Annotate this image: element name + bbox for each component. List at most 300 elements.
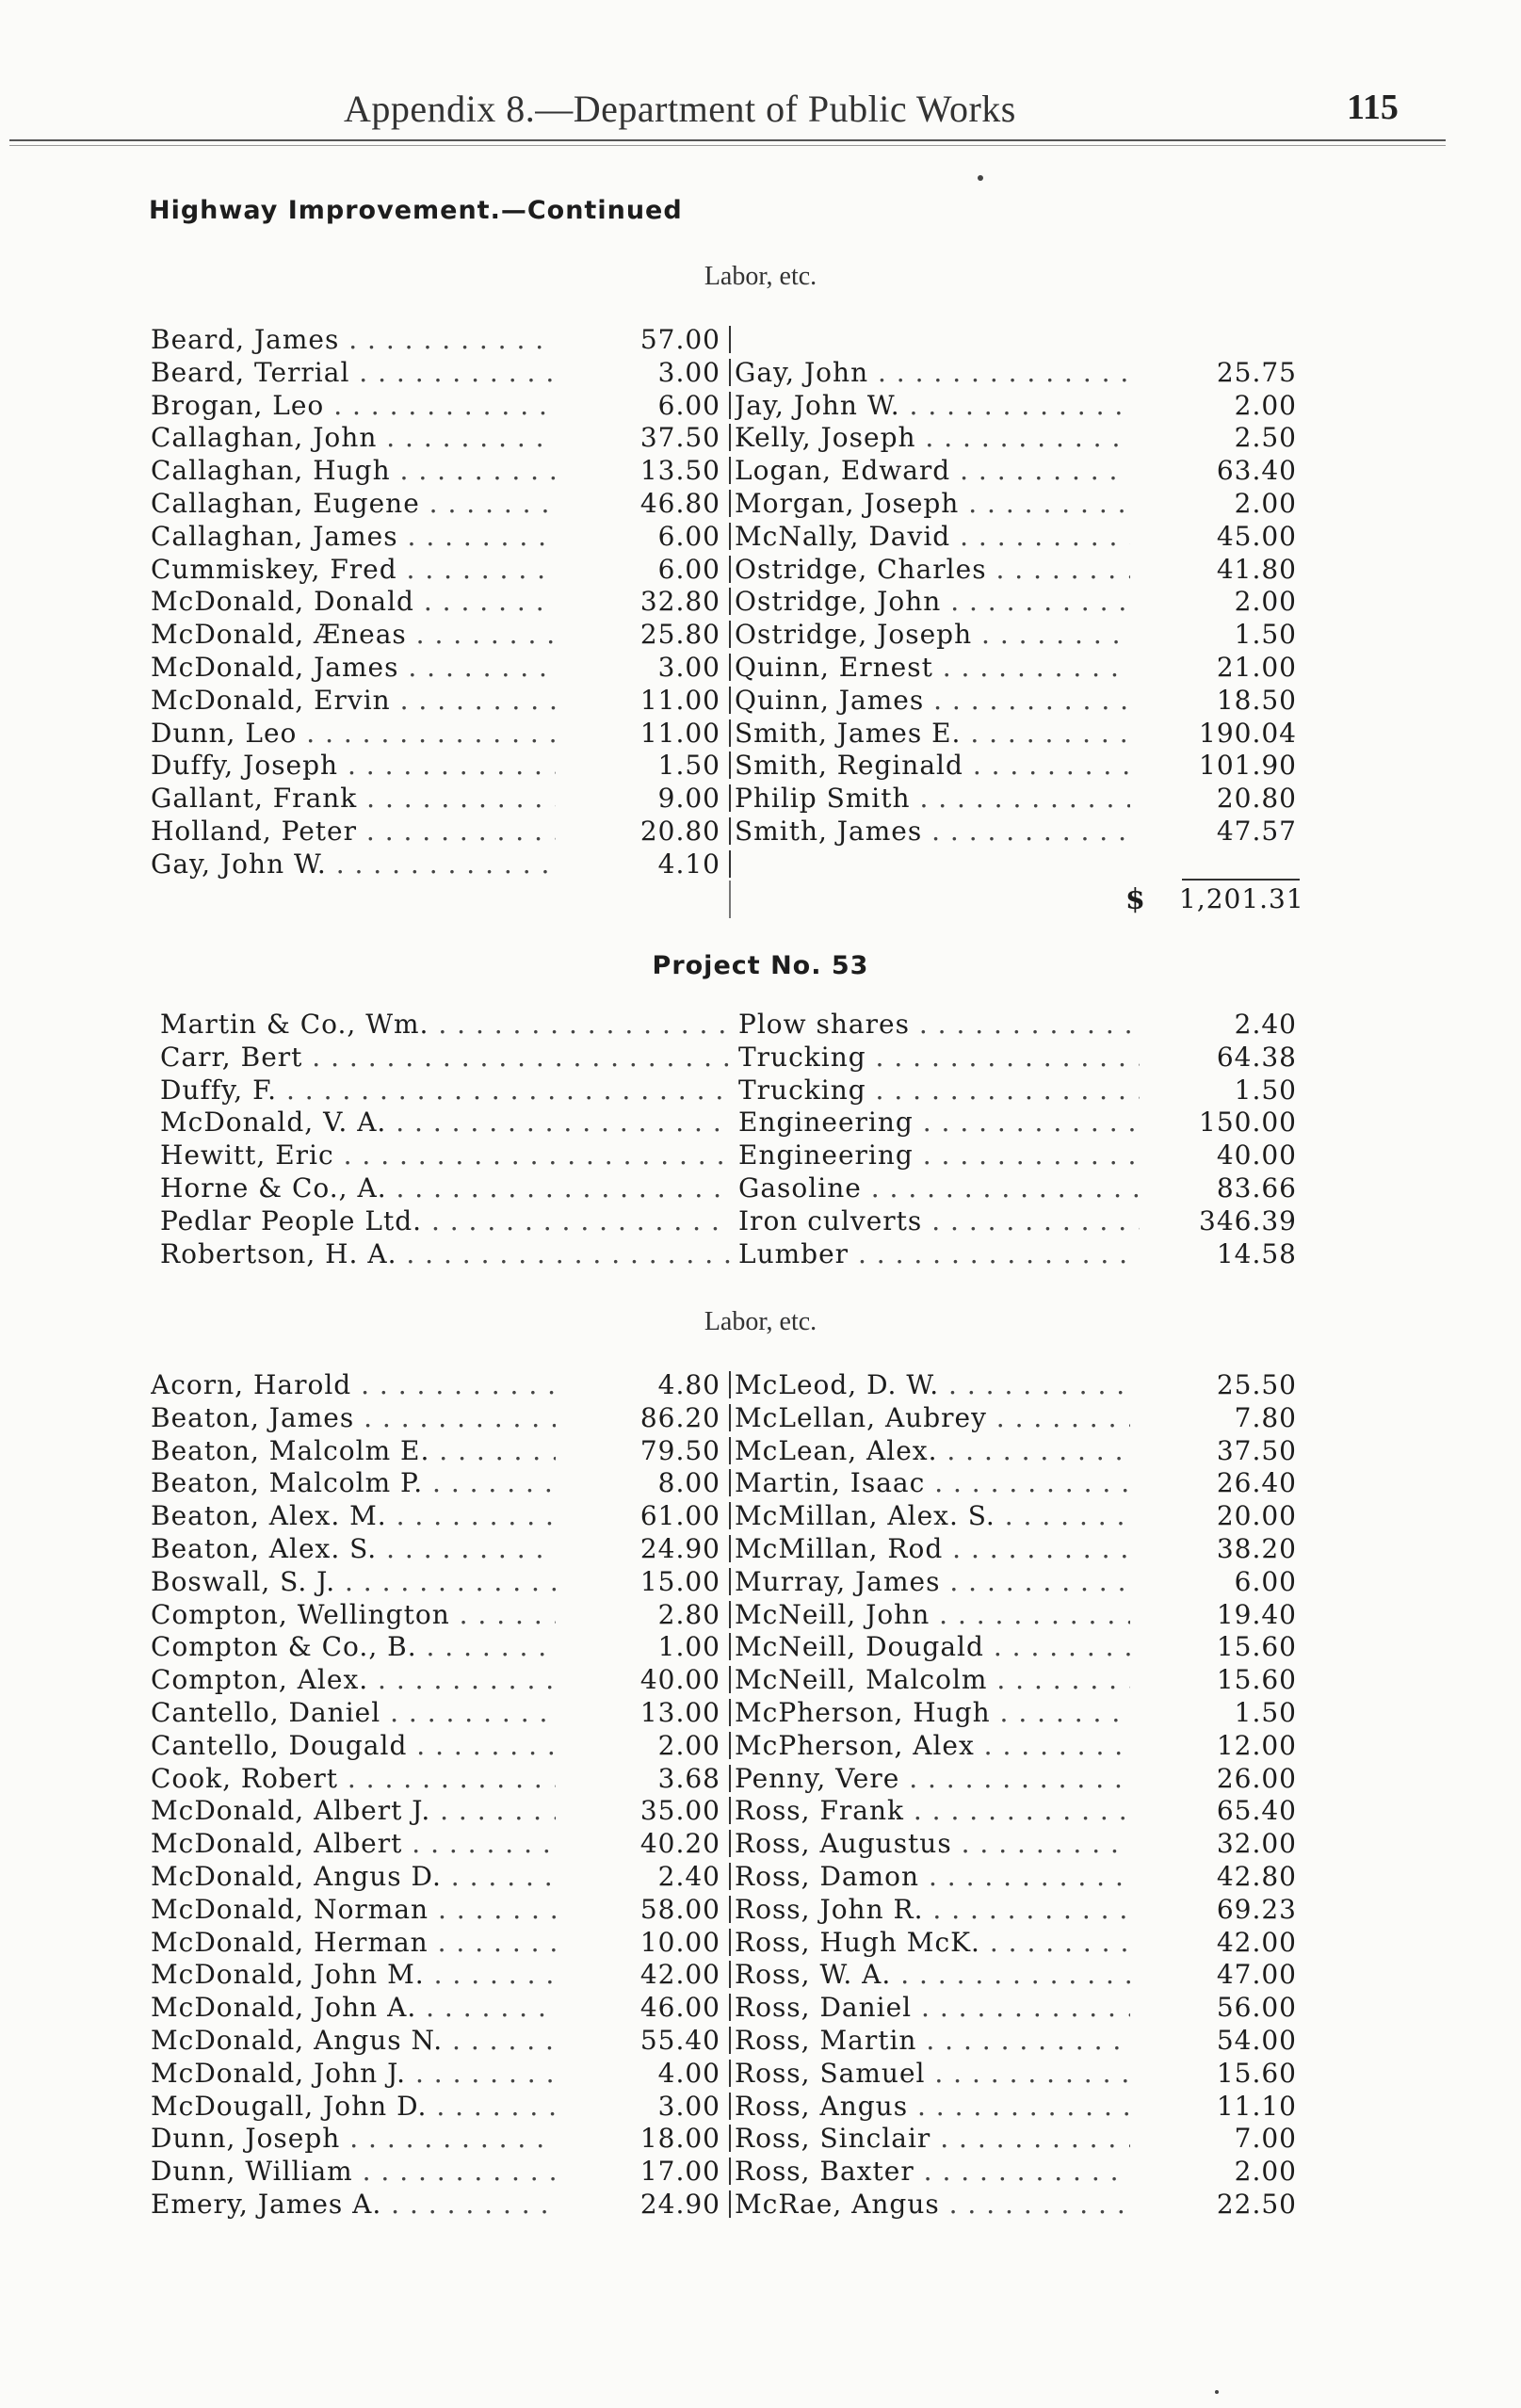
page-number: 115 bbox=[1347, 88, 1399, 127]
entry-amount: 45.00 bbox=[1216, 520, 1297, 552]
vendor-name: Horne & Co., A. . . . bbox=[160, 1172, 730, 1204]
entry-name: Emery, James A. . . . bbox=[151, 2188, 556, 2221]
column-divider bbox=[729, 1437, 731, 1464]
entry-name: Compton, Wellington . . . bbox=[151, 1598, 556, 1631]
vendor-name: Pedlar People Ltd. . . . bbox=[160, 1204, 730, 1237]
table-row bbox=[0, 2122, 1521, 2155]
column-divider bbox=[729, 588, 731, 615]
entry-amount: 61.00 bbox=[639, 1500, 720, 1532]
entry-name: Ross, Angus . . . bbox=[735, 2090, 1130, 2123]
entry-name: Callaghan, Eugene . . . bbox=[151, 487, 556, 520]
entry-amount: 42.00 bbox=[639, 1959, 720, 1991]
column-divider bbox=[729, 1896, 731, 1923]
column-divider bbox=[729, 1502, 731, 1529]
entry-name: McDonald, Ervin . . . bbox=[151, 684, 556, 717]
entry-amount: 56.00 bbox=[1216, 1992, 1297, 2024]
entry-amount: 17.00 bbox=[639, 2156, 720, 2188]
running-title: Appendix 8.—Department of Public Works bbox=[344, 88, 1016, 130]
table-row bbox=[0, 1794, 1521, 1827]
entry-name: McNeill, Malcolm . . . bbox=[735, 1663, 1130, 1696]
entry-name: Holland, Peter . . . bbox=[151, 815, 556, 848]
entry-name: McDonald, Donald . . . bbox=[151, 585, 556, 618]
entry-name: Beaton, Malcolm P. . . . bbox=[151, 1466, 556, 1499]
entry-amount: 21.00 bbox=[1216, 652, 1297, 683]
entry-amount: 20.80 bbox=[1216, 783, 1297, 815]
entry-amount: 57.00 bbox=[639, 324, 720, 355]
column-divider bbox=[729, 719, 731, 747]
entry-amount: 42.00 bbox=[1216, 1926, 1297, 1958]
table-row bbox=[0, 487, 1521, 520]
table-row bbox=[0, 1926, 1521, 1959]
entry-name: McLean, Alex. . . . bbox=[735, 1434, 1130, 1467]
entry-amount: 25.80 bbox=[639, 619, 720, 651]
column-divider bbox=[729, 424, 731, 451]
labor-heading-2: Labor, etc. bbox=[704, 1307, 817, 1336]
entry-name: McMillan, Alex. S. . . . bbox=[735, 1499, 1130, 1532]
ink-speck bbox=[978, 175, 983, 181]
entry-amount: 13.00 bbox=[639, 1697, 720, 1728]
entry-amount: 2.40 bbox=[657, 1861, 720, 1892]
project-heading: Project No. 53 bbox=[652, 951, 869, 980]
entry-name: Beaton, Malcolm E. . . . bbox=[151, 1434, 556, 1467]
column-divider bbox=[729, 687, 731, 714]
column-divider bbox=[729, 2158, 731, 2185]
entry-amount: 55.40 bbox=[639, 2025, 720, 2056]
table-row bbox=[0, 1762, 1521, 1795]
item-amount: 83.66 bbox=[1216, 1172, 1297, 1204]
column-divider bbox=[729, 2027, 731, 2054]
item-amount: 346.39 bbox=[1199, 1204, 1297, 1236]
entry-name: McDonald, Albert J. . . . bbox=[151, 1794, 556, 1827]
vendor-name: Carr, Bert . . . bbox=[160, 1041, 730, 1074]
entry-name: Martin, Isaac . . . bbox=[735, 1466, 1130, 1499]
column-divider bbox=[729, 751, 731, 779]
table-row bbox=[0, 1041, 1521, 1074]
entry-name: Ross, Frank . . . bbox=[735, 1794, 1130, 1827]
table-row bbox=[0, 2090, 1521, 2123]
entry-amount: 40.20 bbox=[639, 1828, 720, 1860]
entry-amount: 4.00 bbox=[657, 2057, 720, 2089]
item-amount: 40.00 bbox=[1216, 1139, 1297, 1172]
entry-name: McDonald, Angus N. . . . bbox=[151, 2024, 556, 2057]
header-rule bbox=[9, 139, 1446, 141]
item-amount: 1.50 bbox=[1234, 1074, 1297, 1106]
entry-name: Ostridge, Charles . . . bbox=[735, 553, 1130, 586]
column-divider bbox=[729, 1469, 731, 1496]
entry-name: Ostridge, Joseph . . . bbox=[735, 618, 1130, 651]
entry-name: McDonald, Norman . . . bbox=[151, 1893, 556, 1926]
entry-amount: 15.00 bbox=[639, 1565, 720, 1597]
entry-amount: 190.04 bbox=[1199, 717, 1297, 749]
entry-name: Gay, John W. . . . bbox=[151, 848, 556, 881]
entry-name: Ostridge, John . . . bbox=[735, 585, 1130, 618]
table-row bbox=[0, 520, 1521, 553]
vendor-name: McDonald, V. A. . . . bbox=[160, 1106, 730, 1139]
table-row bbox=[0, 651, 1521, 684]
column-divider bbox=[729, 1404, 731, 1431]
entry-name: Compton & Co., B. . . . bbox=[151, 1630, 556, 1663]
entry-name: McMillan, Rod . . . bbox=[735, 1532, 1130, 1565]
entry-name: Gay, John . . . bbox=[735, 356, 1130, 389]
entry-amount: 13.50 bbox=[639, 455, 720, 487]
table-row bbox=[0, 1008, 1521, 1041]
entry-amount: 11.10 bbox=[1216, 2090, 1297, 2122]
column-divider bbox=[729, 1371, 731, 1398]
labor-heading-1: Labor, etc. bbox=[704, 262, 817, 291]
table-row bbox=[0, 1893, 1521, 1926]
entry-amount: 3.00 bbox=[657, 2090, 720, 2122]
entry-amount: 11.00 bbox=[639, 684, 720, 716]
item-description: Plow shares . . . bbox=[738, 1008, 1140, 1041]
entry-name: Gallant, Frank . . . bbox=[151, 782, 556, 815]
entry-amount: 6.00 bbox=[657, 520, 720, 552]
table-row bbox=[0, 1466, 1521, 1499]
header-rule-thin bbox=[9, 145, 1446, 146]
entry-name: Quinn, James . . . bbox=[735, 684, 1130, 717]
column-divider bbox=[729, 523, 731, 550]
vendor-name: Robertson, H. A. . . . bbox=[160, 1237, 730, 1270]
column-divider bbox=[729, 1535, 731, 1562]
entry-name: Callaghan, Hugh . . . bbox=[151, 454, 556, 487]
entry-name: Ross, Damon . . . bbox=[735, 1860, 1130, 1893]
running-head bbox=[0, 87, 1521, 143]
entry-name: Callaghan, James . . . bbox=[151, 520, 556, 553]
entry-amount: 32.80 bbox=[639, 586, 720, 618]
entry-name: Ross, Hugh McK. . . . bbox=[735, 1926, 1130, 1959]
entry-amount: 19.40 bbox=[1216, 1598, 1297, 1630]
entry-amount: 2.50 bbox=[1234, 422, 1297, 454]
column-divider bbox=[729, 1863, 731, 1890]
column-divider bbox=[729, 654, 731, 681]
entry-amount: 1.50 bbox=[1234, 1697, 1297, 1728]
entry-name: McPherson, Alex . . . bbox=[735, 1729, 1130, 1762]
table-row bbox=[0, 618, 1521, 651]
table-row bbox=[0, 1630, 1521, 1663]
column-divider bbox=[729, 1666, 731, 1693]
table-row bbox=[0, 454, 1521, 487]
entry-amount: 1.50 bbox=[657, 750, 720, 782]
table-row bbox=[0, 848, 1521, 881]
total-currency-symbol: $ bbox=[1125, 883, 1145, 916]
entry-amount: 3.00 bbox=[657, 356, 720, 388]
entry-name: Cook, Robert . . . bbox=[151, 1762, 556, 1795]
column-divider bbox=[729, 1568, 731, 1595]
entry-amount: 3.00 bbox=[657, 652, 720, 683]
entry-amount: 35.00 bbox=[639, 1795, 720, 1827]
total-rule bbox=[1182, 879, 1300, 881]
entry-amount: 2.00 bbox=[1234, 2156, 1297, 2188]
entry-amount: 4.80 bbox=[657, 1369, 720, 1400]
column-divider bbox=[729, 1929, 731, 1956]
entry-name: Compton, Alex. . . . bbox=[151, 1663, 556, 1696]
entry-name: Quinn, Ernest . . . bbox=[735, 651, 1130, 684]
entry-name: Duffy, Joseph . . . bbox=[151, 749, 556, 782]
entry-name: Morgan, Joseph . . . bbox=[735, 487, 1130, 520]
entry-amount: 2.00 bbox=[657, 1729, 720, 1761]
entry-name: Penny, Vere . . . bbox=[735, 1762, 1130, 1795]
entry-name: Ross, John R. . . . bbox=[735, 1893, 1130, 1926]
entry-amount: 9.00 bbox=[657, 783, 720, 815]
column-divider bbox=[729, 2125, 731, 2152]
table-row bbox=[0, 815, 1521, 848]
column-divider bbox=[729, 850, 731, 878]
entry-name: Dunn, William . . . bbox=[151, 2155, 556, 2188]
table-row bbox=[0, 2024, 1521, 2057]
entry-amount: 7.00 bbox=[1234, 2123, 1297, 2155]
entry-amount: 25.75 bbox=[1216, 356, 1297, 388]
column-divider bbox=[729, 1830, 731, 1857]
entry-amount: 6.00 bbox=[657, 553, 720, 585]
table-row bbox=[0, 1368, 1521, 1401]
entry-amount: 46.80 bbox=[639, 488, 720, 519]
entry-name: Acorn, Harold . . . bbox=[151, 1368, 556, 1401]
entry-amount: 65.40 bbox=[1216, 1795, 1297, 1827]
entry-name: McDonald, John M. . . . bbox=[151, 1958, 556, 1991]
entry-amount: 47.57 bbox=[1216, 816, 1297, 847]
table-row bbox=[0, 1139, 1521, 1172]
table-row bbox=[0, 1401, 1521, 1434]
table-row bbox=[0, 1696, 1521, 1729]
entry-amount: 1.00 bbox=[657, 1631, 720, 1663]
column-divider bbox=[729, 784, 731, 812]
item-description: Engineering . . . bbox=[738, 1139, 1140, 1172]
entry-amount: 63.40 bbox=[1216, 455, 1297, 487]
column-divider bbox=[729, 556, 731, 583]
table-row bbox=[0, 2057, 1521, 2090]
entry-name: McRae, Angus . . . bbox=[735, 2188, 1130, 2221]
entry-name: Philip Smith . . . bbox=[735, 782, 1130, 815]
entry-name: Cantello, Daniel . . . bbox=[151, 1696, 556, 1729]
column-divider bbox=[729, 1601, 731, 1628]
entry-amount: 58.00 bbox=[639, 1893, 720, 1925]
entry-amount: 3.68 bbox=[657, 1762, 720, 1794]
entry-name: McDonald, John J. . . . bbox=[151, 2057, 556, 2090]
table-row bbox=[0, 356, 1521, 389]
entry-amount: 20.00 bbox=[1216, 1500, 1297, 1532]
table-row bbox=[0, 1074, 1521, 1107]
entry-amount: 38.20 bbox=[1216, 1533, 1297, 1564]
column-divider bbox=[729, 1732, 731, 1759]
entry-name: McNally, David . . . bbox=[735, 520, 1130, 553]
entry-name: Ross, W. A. . . . bbox=[735, 1958, 1130, 1991]
entry-amount: 18.50 bbox=[1216, 684, 1297, 716]
column-divider bbox=[729, 2060, 731, 2087]
entry-amount: 32.00 bbox=[1216, 1828, 1297, 1860]
table-row bbox=[0, 1860, 1521, 1893]
item-amount: 2.40 bbox=[1234, 1009, 1297, 1040]
vendor-name: Hewitt, Eric . . . bbox=[160, 1139, 730, 1172]
entry-amount: 54.00 bbox=[1216, 2025, 1297, 2056]
column-divider bbox=[729, 490, 731, 517]
entry-amount: 47.00 bbox=[1216, 1959, 1297, 1991]
item-description: Trucking . . . bbox=[738, 1041, 1140, 1074]
section-heading: Highway Improvement.—Continued bbox=[149, 196, 683, 225]
entry-name: Callaghan, John . . . bbox=[151, 421, 556, 454]
item-description: Iron culverts . . . bbox=[738, 1204, 1140, 1237]
table-row bbox=[0, 1598, 1521, 1631]
entry-name: Logan, Edward . . . bbox=[735, 454, 1130, 487]
entry-amount: 41.80 bbox=[1216, 553, 1297, 585]
column-divider bbox=[729, 359, 731, 386]
entry-name: Dunn, Joseph . . . bbox=[151, 2122, 556, 2155]
table-row bbox=[0, 1204, 1521, 1237]
column-divider bbox=[729, 2190, 731, 2218]
item-description: Trucking . . . bbox=[738, 1074, 1140, 1107]
entry-name: Brogan, Leo . . . bbox=[151, 389, 556, 422]
entry-amount: 79.50 bbox=[639, 1434, 720, 1466]
item-amount: 150.00 bbox=[1199, 1107, 1297, 1139]
entry-amount: 46.00 bbox=[639, 1992, 720, 2024]
entry-name: Smith, James . . . bbox=[735, 815, 1130, 848]
entry-amount: 20.80 bbox=[639, 816, 720, 847]
column-divider bbox=[729, 392, 731, 419]
table-row bbox=[0, 585, 1521, 618]
table-row bbox=[0, 1434, 1521, 1467]
entry-amount: 2.00 bbox=[1234, 488, 1297, 519]
table-row bbox=[0, 1729, 1521, 1762]
column-divider bbox=[729, 621, 731, 648]
entry-amount: 24.90 bbox=[639, 1533, 720, 1564]
entry-name: Ross, Augustus . . . bbox=[735, 1827, 1130, 1860]
table-row bbox=[0, 1172, 1521, 1204]
entry-name: McDougall, John D. . . . bbox=[151, 2090, 556, 2123]
entry-name: McDonald, Herman . . . bbox=[151, 1926, 556, 1959]
entry-name: McDonald, Angus D. . . . bbox=[151, 1860, 556, 1893]
total-amount: 1,201.31 bbox=[1179, 883, 1304, 914]
entry-name: Ross, Baxter . . . bbox=[735, 2155, 1130, 2188]
entry-name: McNeill, John . . . bbox=[735, 1598, 1130, 1631]
entry-name: Ross, Sinclair . . . bbox=[735, 2122, 1130, 2155]
column-divider bbox=[729, 457, 731, 484]
item-amount: 64.38 bbox=[1216, 1041, 1297, 1073]
entry-name: Murray, James . . . bbox=[735, 1565, 1130, 1598]
entry-amount: 40.00 bbox=[639, 1664, 720, 1696]
entry-name: Ross, Samuel . . . bbox=[735, 2057, 1130, 2090]
item-amount: 14.58 bbox=[1216, 1237, 1297, 1269]
table-row bbox=[0, 1827, 1521, 1860]
column-divider bbox=[729, 2093, 731, 2120]
column-divider bbox=[729, 817, 731, 845]
table-row bbox=[0, 717, 1521, 750]
entry-name: McNeill, Dougald . . . bbox=[735, 1630, 1130, 1663]
column-divider bbox=[729, 326, 731, 353]
column-divider bbox=[729, 1994, 731, 2021]
entry-name: Jay, John W. . . . bbox=[735, 389, 1130, 422]
entry-name: Beaton, Alex. M. . . . bbox=[151, 1499, 556, 1532]
entry-name: McDonald, John A. . . . bbox=[151, 1991, 556, 2024]
entry-amount: 1.50 bbox=[1234, 619, 1297, 651]
entry-amount: 69.23 bbox=[1216, 1893, 1297, 1925]
entry-amount: 86.20 bbox=[639, 1401, 720, 1433]
entry-amount: 12.00 bbox=[1216, 1729, 1297, 1761]
entry-name: Beaton, James . . . bbox=[151, 1401, 556, 1434]
table-row bbox=[0, 749, 1521, 782]
entry-amount: 25.50 bbox=[1216, 1369, 1297, 1400]
entry-name: Cummiskey, Fred . . . bbox=[151, 553, 556, 586]
entry-name: Boswall, S. J. . . . bbox=[151, 1565, 556, 1598]
table-row bbox=[0, 1958, 1521, 1991]
entry-name: Ross, Daniel . . . bbox=[735, 1991, 1130, 2024]
entry-name: Kelly, Joseph . . . bbox=[735, 421, 1130, 454]
entry-name: McLeod, D. W. . . . bbox=[735, 1368, 1130, 1401]
entry-amount: 2.80 bbox=[657, 1598, 720, 1630]
ink-speck bbox=[1215, 2390, 1219, 2394]
entry-amount: 24.90 bbox=[639, 2189, 720, 2220]
entry-name: Beard, James . . . bbox=[151, 323, 556, 356]
entry-name: Beaton, Alex. S. . . . bbox=[151, 1532, 556, 1565]
entry-amount: 22.50 bbox=[1216, 2189, 1297, 2220]
entry-amount: 15.60 bbox=[1216, 2057, 1297, 2089]
table-row bbox=[0, 1106, 1521, 1139]
table-row bbox=[0, 1565, 1521, 1598]
entry-name: Smith, James E. . . . bbox=[735, 717, 1130, 750]
entry-name: Dunn, Leo . . . bbox=[151, 717, 556, 750]
item-description: Gasoline . . . bbox=[738, 1172, 1140, 1204]
table-row bbox=[0, 1499, 1521, 1532]
item-description: Engineering . . . bbox=[738, 1106, 1140, 1139]
entry-name: McLellan, Aubrey . . . bbox=[735, 1401, 1130, 1434]
table-row bbox=[0, 2188, 1521, 2221]
column-divider bbox=[729, 1797, 731, 1824]
entry-name: Ross, Martin . . . bbox=[735, 2024, 1130, 2057]
table-row bbox=[0, 782, 1521, 815]
entry-amount: 7.80 bbox=[1234, 1401, 1297, 1433]
table-row bbox=[0, 389, 1521, 422]
item-description: Lumber . . . bbox=[738, 1237, 1140, 1270]
table-row bbox=[0, 2155, 1521, 2188]
entry-amount: 37.50 bbox=[1216, 1434, 1297, 1466]
entry-amount: 6.00 bbox=[657, 389, 720, 421]
entry-amount: 2.00 bbox=[1234, 586, 1297, 618]
table-row bbox=[0, 1663, 1521, 1696]
entry-amount: 2.00 bbox=[1234, 389, 1297, 421]
table-row bbox=[0, 553, 1521, 586]
entry-amount: 18.00 bbox=[639, 2123, 720, 2155]
entry-name: McPherson, Hugh . . . bbox=[735, 1696, 1130, 1729]
entry-amount: 4.10 bbox=[657, 848, 720, 880]
entry-name: Cantello, Dougald . . . bbox=[151, 1729, 556, 1762]
total-column-divider bbox=[729, 881, 731, 918]
entry-amount: 15.60 bbox=[1216, 1631, 1297, 1663]
column-divider bbox=[729, 1961, 731, 1988]
entry-name: McDonald, James . . . bbox=[151, 651, 556, 684]
entry-name: McDonald, Æneas . . . bbox=[151, 618, 556, 651]
column-divider bbox=[729, 1765, 731, 1792]
vendor-name: Duffy, F. . . . bbox=[160, 1074, 730, 1107]
entry-amount: 101.90 bbox=[1199, 750, 1297, 782]
entry-amount: 26.00 bbox=[1216, 1762, 1297, 1794]
table-row bbox=[0, 323, 1521, 356]
entry-name: Beard, Terrial . . . bbox=[151, 356, 556, 389]
entry-amount: 6.00 bbox=[1234, 1565, 1297, 1597]
vendor-name: Martin & Co., Wm. . . . bbox=[160, 1008, 730, 1041]
entry-amount: 11.00 bbox=[639, 717, 720, 749]
table-row bbox=[0, 684, 1521, 717]
entry-amount: 42.80 bbox=[1216, 1861, 1297, 1892]
table-row bbox=[0, 1532, 1521, 1565]
entry-name: Smith, Reginald . . . bbox=[735, 749, 1130, 782]
column-divider bbox=[729, 1699, 731, 1726]
entry-amount: 8.00 bbox=[657, 1467, 720, 1499]
entry-amount: 37.50 bbox=[639, 422, 720, 454]
entry-amount: 15.60 bbox=[1216, 1664, 1297, 1696]
entry-amount: 26.40 bbox=[1216, 1467, 1297, 1499]
table-row bbox=[0, 1237, 1521, 1270]
table-row bbox=[0, 1991, 1521, 2024]
column-divider bbox=[729, 1633, 731, 1660]
entry-name: McDonald, Albert . . . bbox=[151, 1827, 556, 1860]
table-row bbox=[0, 421, 1521, 454]
